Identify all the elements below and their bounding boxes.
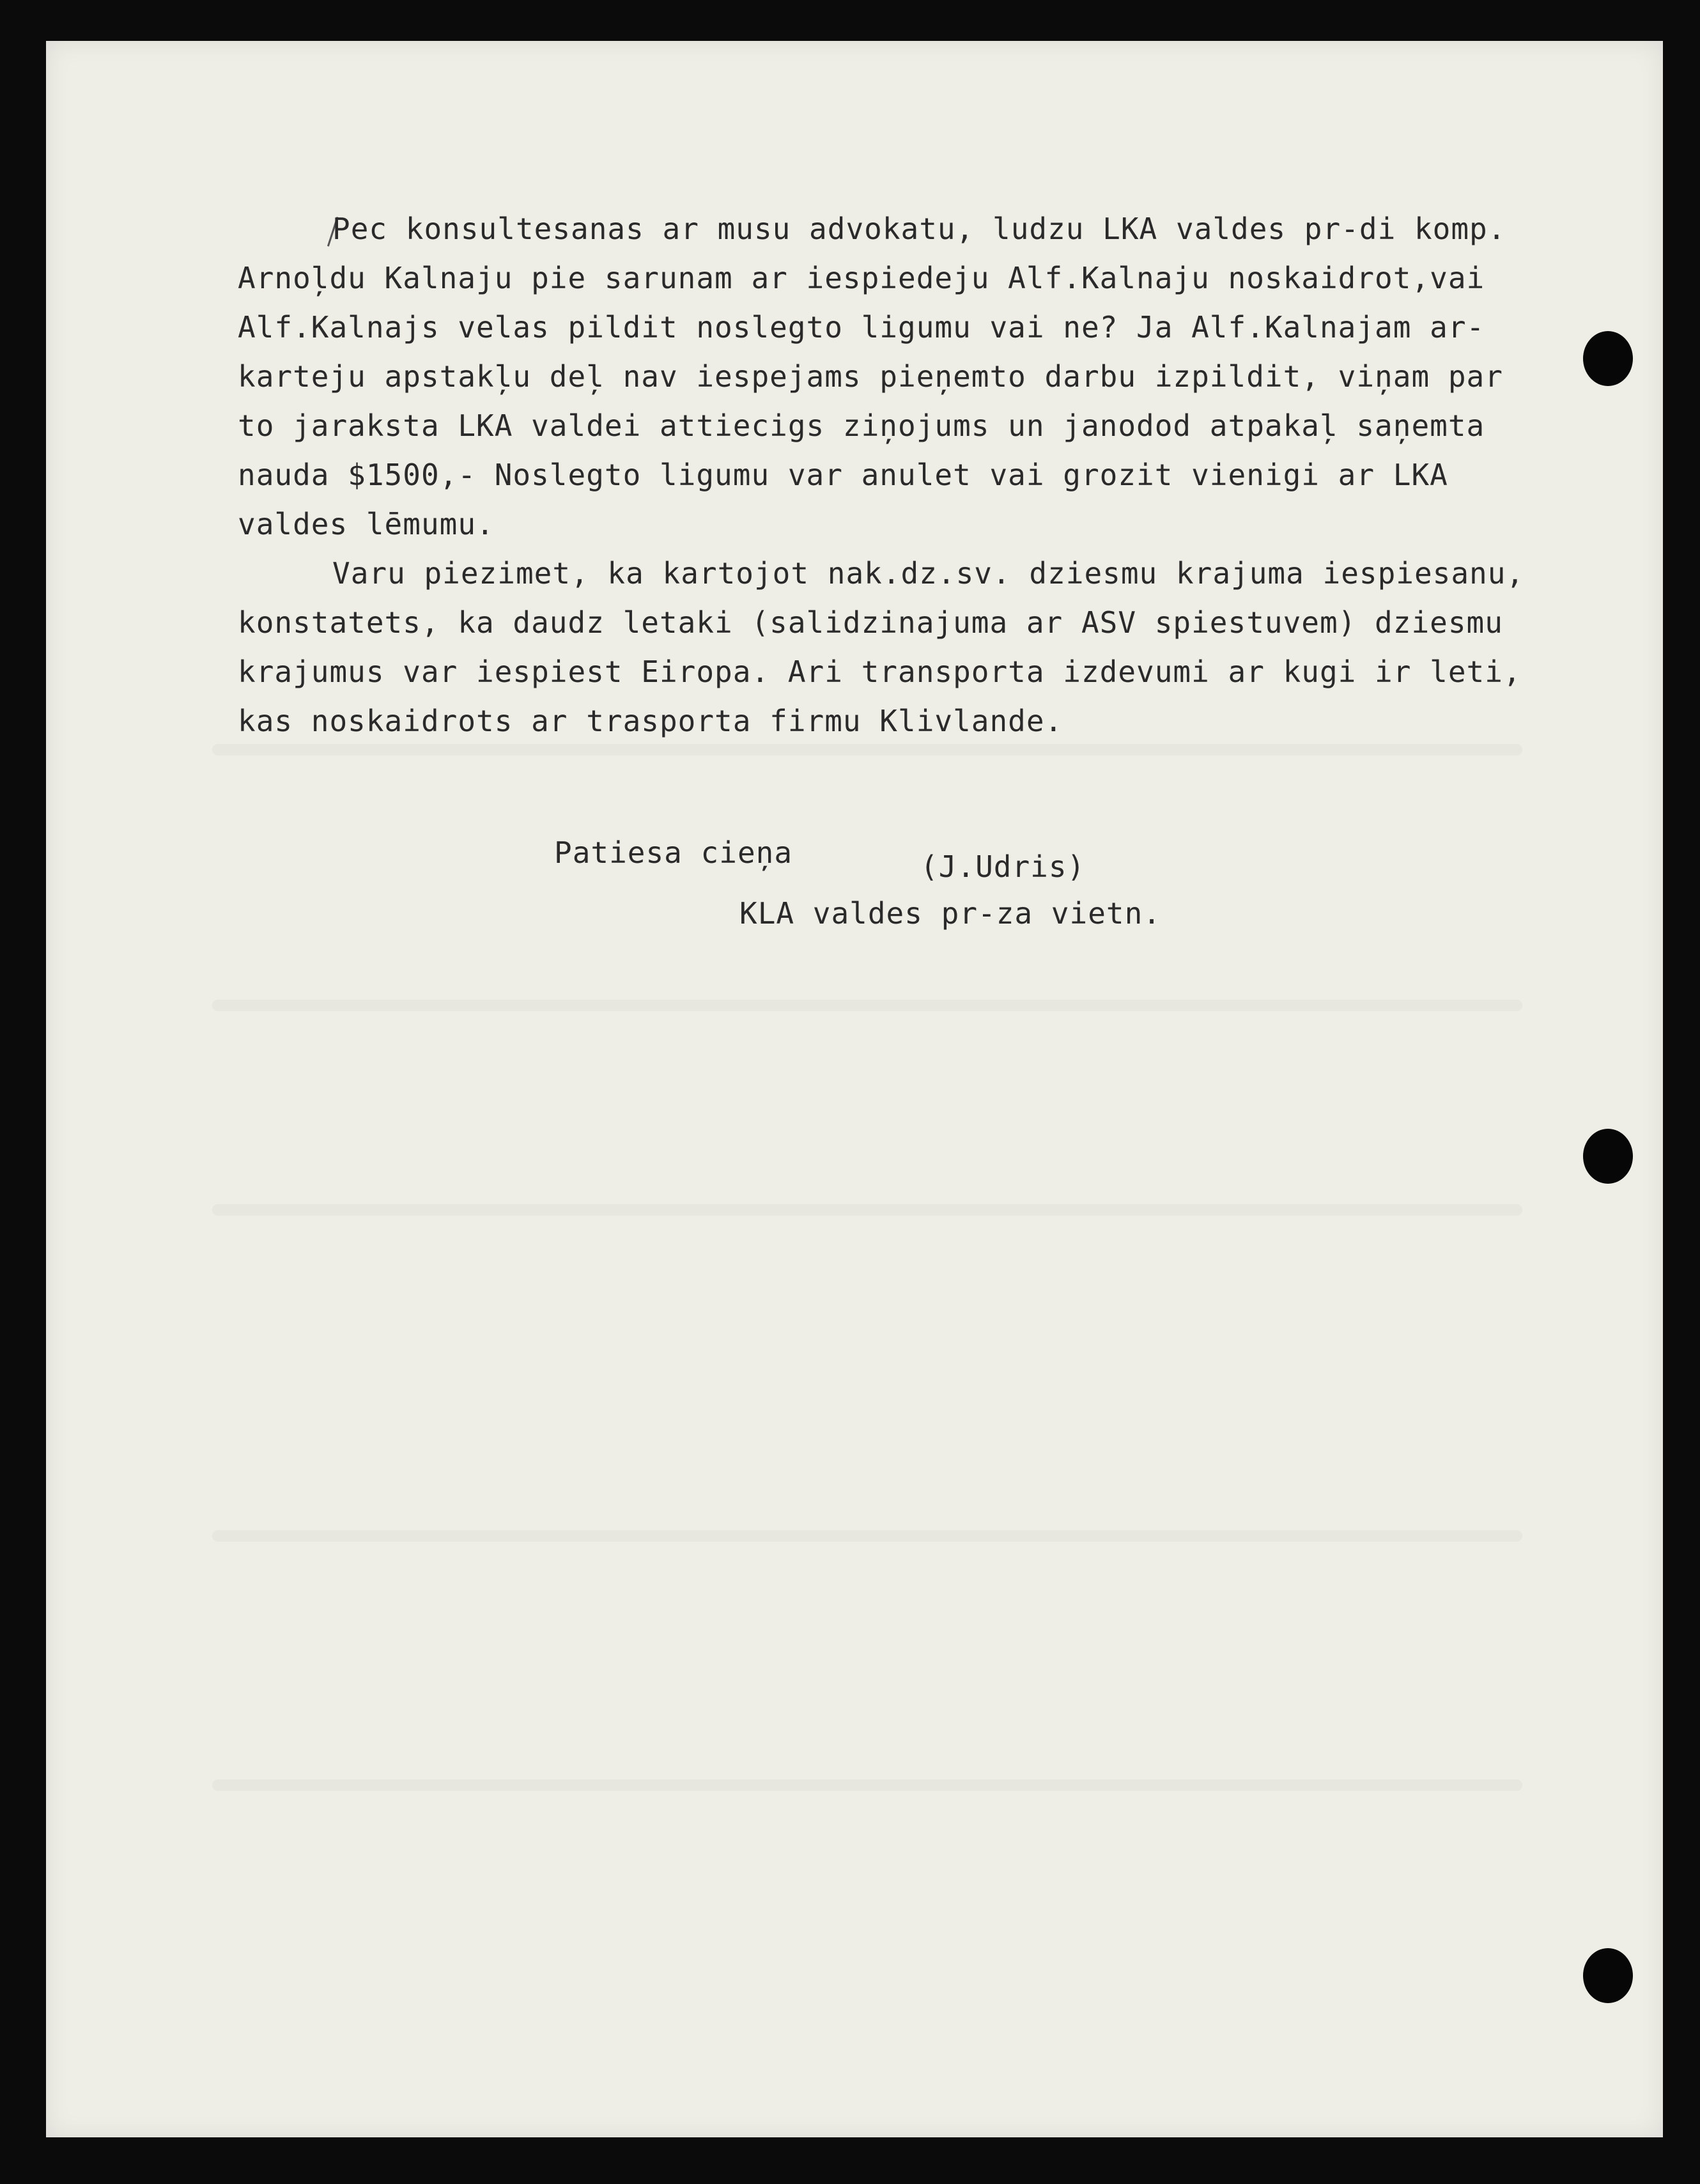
letter-line-1: Pec konsultesanas ar musu advokatu, ludzu LKA valdes pr-di komp. bbox=[332, 212, 1506, 246]
letter-line-11: kas noskaidrots ar trasporta firmu Klivlande. bbox=[238, 704, 1063, 738]
letter-line-7: valdes lēmumu. bbox=[238, 507, 495, 541]
paper-sheet bbox=[46, 41, 1663, 2137]
letter-line-3: Alf.Kalnajs velas pildit noslegto ligumu vai ne? Ja Alf.Kalnajam ar- bbox=[238, 310, 1485, 345]
letter-line-9: konstatets, ka daudz letaki (salidzinajuma ar ASV spiestuvem) dziesmu bbox=[238, 605, 1503, 640]
closing-text: Patiesa cieņa bbox=[554, 835, 793, 870]
letter-line-10: krajumus var iespiest Eiropa. Ari transporta izdevumi ar kugi ir leti, bbox=[238, 654, 1522, 689]
letter-line-5: to jaraksta LKA valdei attiecigs ziņojums un janodod atpakaļ saņemta bbox=[238, 408, 1485, 443]
show-through-ghost bbox=[212, 1779, 1522, 1791]
signature-title: KLA valdes pr-za vietn. bbox=[739, 896, 1161, 931]
show-through-ghost bbox=[212, 1000, 1522, 1011]
punch-hole-bottom bbox=[1583, 1948, 1633, 2003]
letter-line-6: nauda $1500,- Noslegto ligumu var anulet vai grozit vienigi ar LKA bbox=[238, 458, 1448, 492]
show-through-ghost bbox=[212, 1204, 1522, 1216]
letter-line-4: karteju apstakļu deļ nav iespejams pieņemto darbu izpildit, viņam par bbox=[238, 359, 1503, 394]
punch-hole-middle bbox=[1583, 1129, 1633, 1184]
punch-hole-top bbox=[1583, 331, 1633, 386]
letter-line-2: Arnoļdu Kalnaju pie sarunam ar iespiedeju Alf.Kalnaju noskaidrot,vai bbox=[238, 261, 1485, 295]
letter-line-8: Varu piezimet, ka kartojot nak.dz.sv. dziesmu krajuma iespiesanu, bbox=[332, 556, 1525, 591]
show-through-ghost bbox=[212, 1530, 1522, 1542]
signature-name: (J.Udris) bbox=[920, 849, 1086, 884]
